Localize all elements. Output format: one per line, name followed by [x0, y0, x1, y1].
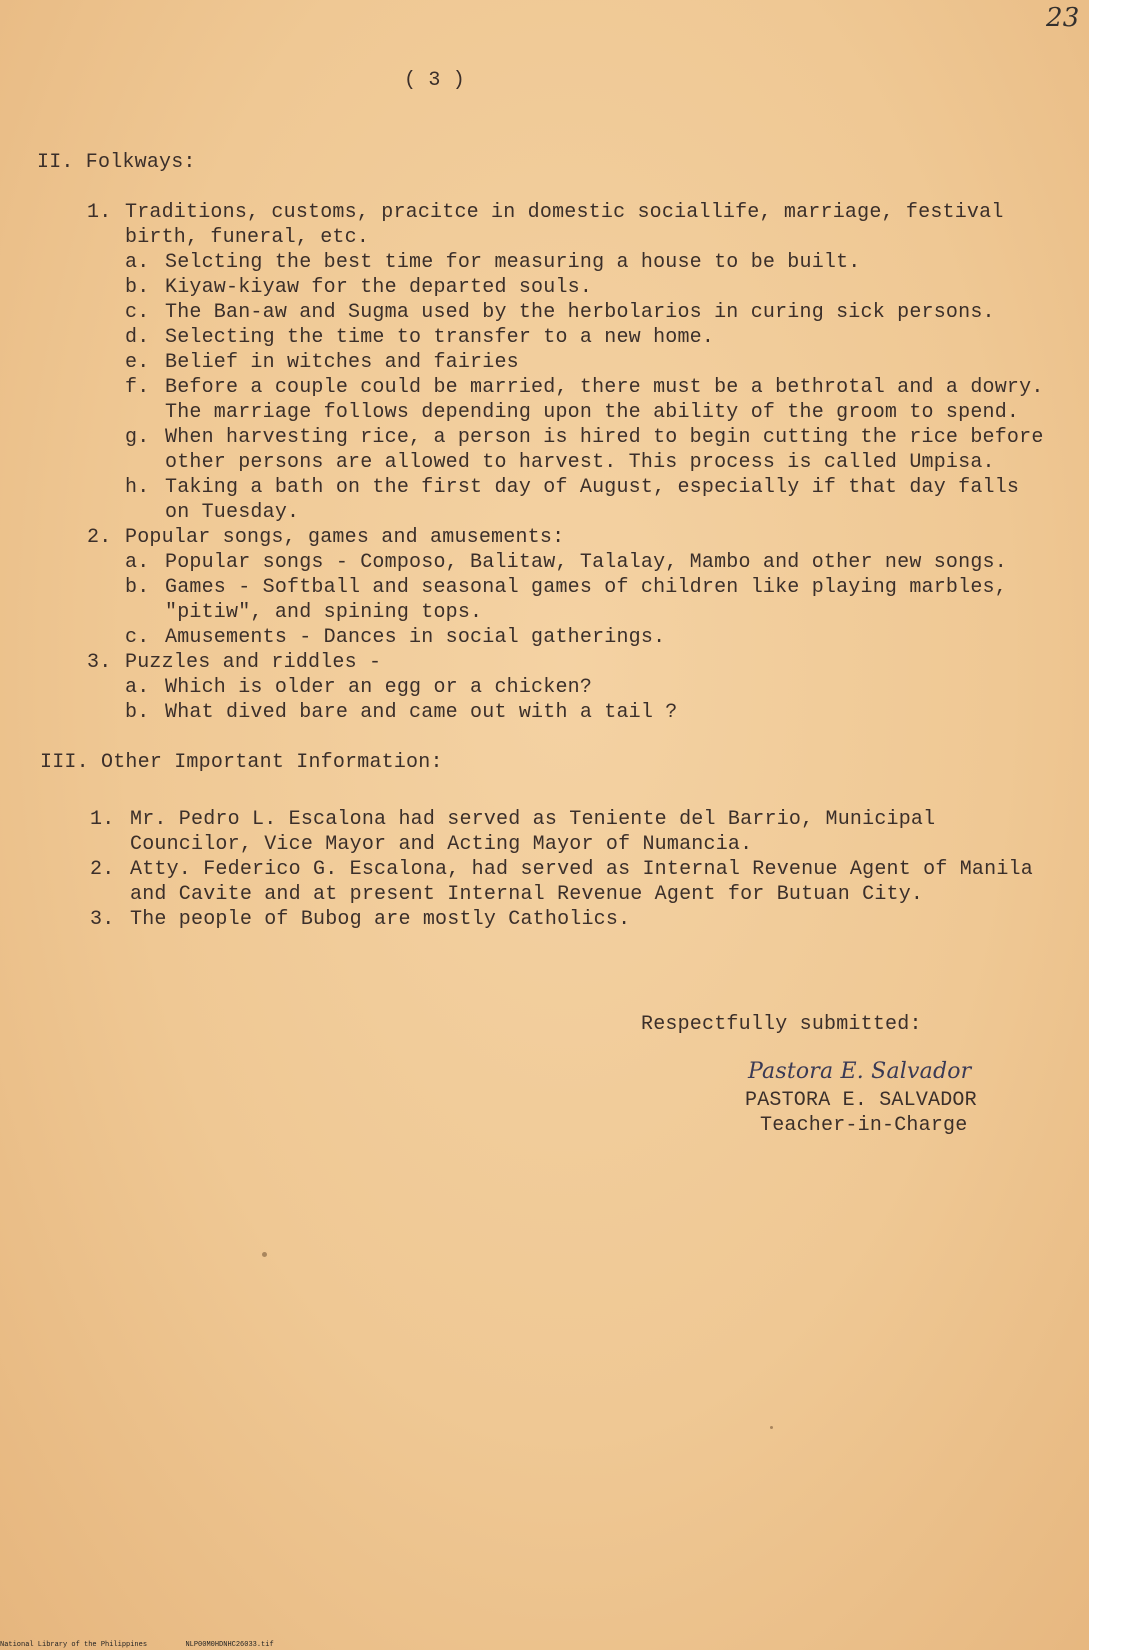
item-label: 2. [87, 526, 112, 549]
page-heading: ( 3 ) [404, 69, 466, 92]
subitem-label: c. [125, 626, 150, 649]
section-title-folkways: II. Folkways: [37, 151, 196, 174]
signer-name: PASTORA E. SALVADOR [745, 1089, 977, 1112]
subitem-text: Amusements - Dances in social gatherings. [165, 626, 666, 649]
subitem-text: Selcting the best time for measuring a house to be built. [165, 251, 861, 274]
scan-footer [0, 1641, 274, 1649]
paper-speck [770, 1426, 773, 1429]
subitem-label: e. [125, 351, 150, 374]
item-text: birth, funeral, etc. [125, 226, 370, 249]
subitem-label: b. [125, 276, 150, 299]
item-label: 3. [87, 651, 112, 674]
subitem-label: h. [125, 476, 150, 499]
subitem-text: Kiyaw-kiyaw for the departed souls. [165, 276, 593, 299]
subitem-label: c. [125, 301, 150, 324]
item-text: Mr. Pedro L. Escalona had served as Teniente del Barrio, Municipal [130, 808, 936, 831]
item-label: 1. [87, 201, 112, 224]
footer-filename: NLP00M0HDNHC26033.tif [185, 1641, 274, 1649]
signer-position: Teacher-in-Charge [760, 1114, 968, 1137]
footer-library: National Library of the Philippines [0, 1641, 148, 1649]
scan-margin [1089, 0, 1133, 1650]
subitem-text: other persons are allowed to harvest. This process is called Umpisa. [165, 451, 995, 474]
subitem-label: b. [125, 576, 150, 599]
subitem-text: Popular songs - Composo, Balitaw, Talalay, Mambo and other new songs. [165, 551, 1007, 574]
item-text: Traditions, customs, pracitce in domestic sociallife, marriage, festival [125, 201, 1004, 224]
subitem-label: f. [125, 376, 150, 399]
subitem-label: a. [125, 551, 150, 574]
section-title-other-info: III. Other Important Information: [40, 751, 443, 774]
item-text: Atty. Federico G. Escalona, had served as Internal Revenue Agent of Manila [130, 858, 1033, 881]
subitem-text: Games - Softball and seasonal games of children like playing marbles, [165, 576, 1007, 599]
subitem-text: Belief in witches and fairies [165, 351, 519, 374]
subitem-text: What dived bare and came out with a tail ? [165, 701, 678, 724]
subitem-text: The marriage follows depending upon the ability of the groom to spend. [165, 401, 1020, 424]
item-text: Popular songs, games and amusements: [125, 526, 565, 549]
subitem-label: a. [125, 251, 150, 274]
paper-speck [262, 1252, 267, 1257]
item-text: Councilor, Vice Mayor and Acting Mayor of Numancia. [130, 833, 753, 856]
subitem-text: When harvesting rice, a person is hired to begin cutting the rice before [165, 426, 1044, 449]
subitem-label: d. [125, 326, 150, 349]
subitem-text: Which is older an egg or a chicken? [165, 676, 593, 699]
subitem-text: Before a couple could be married, there must be a bethrotal and a dowry. [165, 376, 1044, 399]
item-text: and Cavite and at present Internal Revenue Agent for Butuan City. [130, 883, 924, 906]
item-label: 1. [90, 808, 115, 831]
subitem-text: Selecting the time to transfer to a new home. [165, 326, 715, 349]
item-label: 2. [90, 858, 115, 881]
subitem-label: g. [125, 426, 150, 449]
handwritten-page-number: 23 [1046, 3, 1080, 33]
item-text: The people of Bubog are mostly Catholics. [130, 908, 631, 931]
closing-phrase: Respectfully submitted: [641, 1013, 922, 1036]
subitem-label: a. [125, 676, 150, 699]
subitem-text: on Tuesday. [165, 501, 300, 524]
subitem-text: "pitiw", and spining tops. [165, 601, 483, 624]
subitem-label: b. [125, 701, 150, 724]
item-text: Puzzles and riddles - [125, 651, 382, 674]
item-label: 3. [90, 908, 115, 931]
handwritten-signature: Pastora E. Salvador [748, 1059, 972, 1084]
subitem-text: Taking a bath on the first day of August, especially if that day falls [165, 476, 1020, 499]
subitem-text: The Ban-aw and Sugma used by the herbolarios in curing sick persons. [165, 301, 995, 324]
